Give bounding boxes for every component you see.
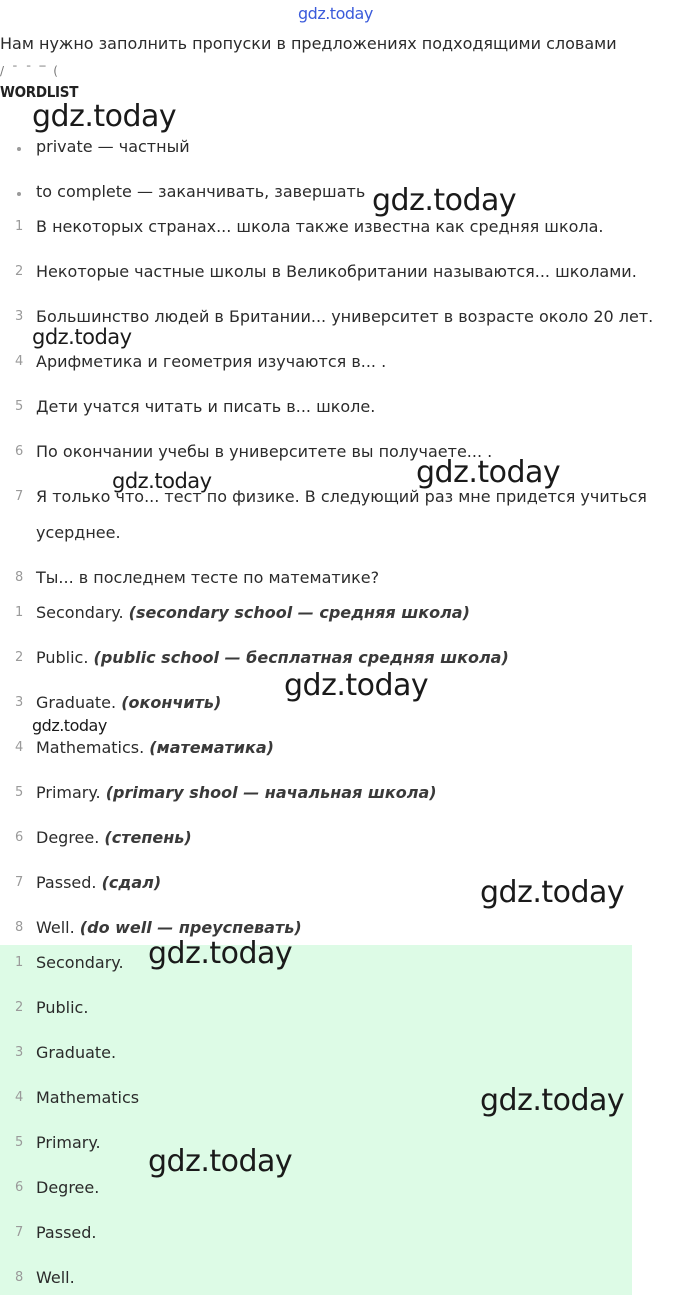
answer-text bbox=[36, 873, 161, 893]
answer-note: (do well — преуспевать) bbox=[79, 918, 302, 937]
answer-word: Primary. bbox=[36, 783, 101, 802]
site-logo[interactable]: gdz.today bbox=[298, 4, 373, 23]
task-text: В некоторых странах... школа также известна как средняя школа. bbox=[36, 217, 604, 236]
answer-text bbox=[36, 648, 509, 668]
answer-word: Passed. bbox=[36, 873, 97, 892]
answer-number: 8 bbox=[15, 1270, 24, 1285]
watermark: gdz.today bbox=[284, 668, 429, 703]
task-number: 8 bbox=[15, 570, 24, 585]
answer-number: 2 bbox=[15, 1000, 24, 1015]
watermark: gdz.today bbox=[112, 469, 212, 493]
answer-note: (public school — бесплатная средняя школа) bbox=[93, 648, 509, 667]
answer-number: 8 bbox=[15, 920, 24, 935]
answer-word: Mathematics bbox=[36, 1088, 140, 1107]
watermark: gdz.today bbox=[148, 1144, 293, 1179]
task-intro: Нам нужно заполнить пропуски в предложениях подходящими словами bbox=[0, 34, 617, 53]
answer-word: Well. bbox=[36, 1268, 75, 1287]
watermark: gdz.today bbox=[32, 325, 132, 349]
task-number: 1 bbox=[15, 219, 24, 234]
answer-number: 7 bbox=[15, 875, 24, 890]
answer-word: Degree. bbox=[36, 1178, 100, 1197]
answer-word: Passed. bbox=[36, 1223, 97, 1242]
answer-word: Graduate. bbox=[36, 693, 117, 712]
answer-word: Degree. bbox=[36, 828, 100, 847]
watermark: gdz.today bbox=[32, 99, 177, 134]
answer-number: 3 bbox=[15, 695, 24, 710]
answer-note: (степень) bbox=[104, 828, 192, 847]
answer-number: 7 bbox=[15, 1225, 24, 1240]
answer-note: (сдал) bbox=[101, 873, 162, 892]
watermark: gdz.today bbox=[372, 183, 517, 218]
task-number: 5 bbox=[15, 399, 24, 414]
task-number: 6 bbox=[15, 444, 24, 459]
task-number: 2 bbox=[15, 264, 24, 279]
task-text: Арифметика и геометрия изучаются в... . bbox=[36, 352, 387, 371]
answer-number: 1 bbox=[15, 955, 24, 970]
cropped-line: / ¯ ¯ ‾ ( bbox=[0, 64, 60, 78]
task-text: Я только что... тест по физике. В следующий раз мне придется учиться bbox=[36, 487, 647, 506]
answer-text bbox=[36, 603, 470, 623]
answer-note: (primary shool — начальная школа) bbox=[105, 783, 437, 802]
watermark: gdz.today bbox=[32, 716, 107, 735]
answer-number: 1 bbox=[15, 605, 24, 620]
task-text: Некоторые частные школы в Великобритании называются... школами. bbox=[36, 262, 637, 281]
answer-word: Primary. bbox=[36, 1133, 101, 1152]
answer-word: Public. bbox=[36, 648, 89, 667]
answer-text bbox=[36, 783, 437, 803]
answer-note: (окончить) bbox=[121, 693, 222, 712]
answer-word: Secondary. bbox=[36, 603, 124, 622]
watermark: gdz.today bbox=[480, 1083, 625, 1118]
answer-number: 6 bbox=[15, 1180, 24, 1195]
watermark: gdz.today bbox=[148, 936, 293, 971]
bullet-icon bbox=[17, 147, 21, 151]
task-number: 3 bbox=[15, 309, 24, 324]
task-number: 4 bbox=[15, 354, 24, 369]
answer-text bbox=[36, 693, 221, 713]
task-text: Дети учатся читать и писать в... школе. bbox=[36, 397, 376, 416]
wordlist-item-text: private — частный bbox=[36, 137, 190, 156]
answer-word: Well. bbox=[36, 918, 75, 937]
answer-word: Graduate. bbox=[36, 1043, 117, 1062]
answer-note: (secondary school — средняя школа) bbox=[128, 603, 470, 622]
answer-number: 4 bbox=[15, 740, 24, 755]
watermark: gdz.today bbox=[480, 875, 625, 910]
answer-note: (математика) bbox=[149, 738, 274, 757]
task-number: 7 bbox=[15, 489, 24, 504]
answer-text bbox=[36, 918, 302, 938]
answer-number: 2 bbox=[15, 650, 24, 665]
answer-number: 6 bbox=[15, 830, 24, 845]
task-text: По окончании учебы в университете вы получаете... . bbox=[36, 442, 493, 461]
watermark: gdz.today bbox=[416, 455, 561, 490]
task-text: Большинство людей в Британии... университет в возрасте около 20 лет. bbox=[36, 307, 654, 326]
bullet-icon bbox=[17, 192, 21, 196]
answer-number: 4 bbox=[15, 1090, 24, 1105]
wordlist-heading: WORDLIST bbox=[0, 83, 79, 101]
answer-number: 5 bbox=[15, 1135, 24, 1150]
task-text: усерднее. bbox=[36, 523, 121, 542]
answer-text bbox=[36, 738, 274, 758]
answer-number: 3 bbox=[15, 1045, 24, 1060]
answer-word: Public. bbox=[36, 998, 89, 1017]
answer-word: Mathematics. bbox=[36, 738, 145, 757]
answer-text bbox=[36, 828, 192, 848]
wordlist-item-text: to complete — заканчивать, завершать bbox=[36, 182, 366, 201]
task-text: Ты... в последнем тесте по математике? bbox=[36, 568, 380, 587]
answer-number: 5 bbox=[15, 785, 24, 800]
answer-word: Secondary. bbox=[36, 953, 124, 972]
